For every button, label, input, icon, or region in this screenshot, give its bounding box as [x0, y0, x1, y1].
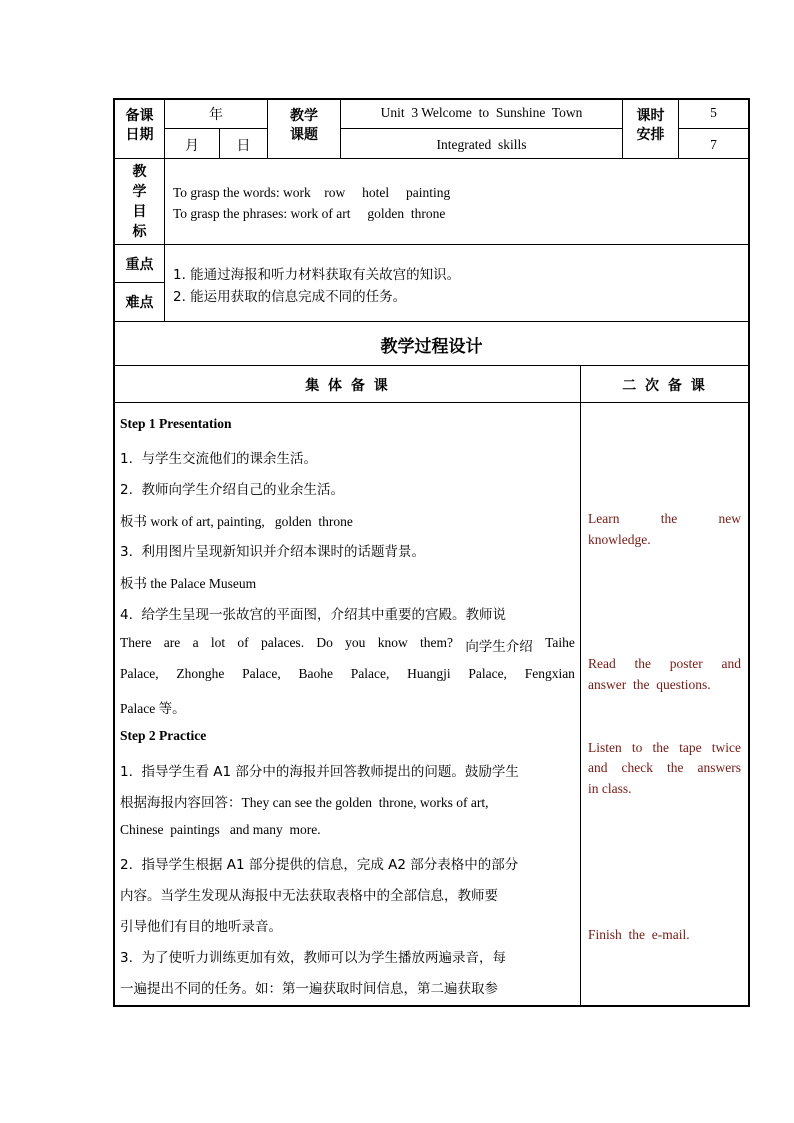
period-label: 课时 安排	[636, 108, 665, 143]
objectives-label: 教 学 目 标	[132, 164, 147, 240]
list-item: 1. 指导学生看 A1 部分中的海报并回答教师提出的问题。鼓励学生	[120, 764, 519, 780]
key-point-1: 1. 能通过海报和听力材料获取有关故宫的知识。	[173, 267, 461, 283]
date-label: 备课 日期	[125, 108, 154, 143]
list-item: There are a lot of palaces. Do you know them? 向学生介绍 Taihe	[120, 635, 575, 655]
list-item: Palace, Zhonghe Palace, Baohe Palace, Huangji Palace, Fengxian	[120, 666, 575, 681]
key-point-2: 2. 能运用获取的信息完成不同的任务。	[173, 289, 407, 305]
list-item: 3. 利用图片呈现新知识并介绍本课时的话题背景。	[120, 544, 425, 560]
note-listen-end: in class.	[588, 781, 632, 796]
list-item: 2. 教师向学生介绍自己的业余生活。	[120, 482, 344, 498]
list-item: 板书 work of art, painting, golden throne	[120, 514, 353, 529]
month-field: 月	[185, 138, 199, 154]
column-header-second-prep: 二 次 备 课	[622, 378, 707, 394]
key-point-label: 重点	[125, 257, 154, 273]
difficult-point-label: 难点	[125, 295, 154, 311]
list-item: 2. 指导学生根据 A1 部分提供的信息，完成 A2 部分表格中的部分	[120, 857, 519, 873]
list-item: 根据海报内容回答：They can see the golden throne, works of art,	[120, 795, 489, 810]
topic-label: 教学 课题	[290, 108, 318, 143]
process-title: 教学过程设计	[380, 337, 483, 357]
unit-title: Unit 3 Welcome to Sunshine Town	[380, 105, 583, 120]
note-learn: Learn the new	[588, 511, 741, 526]
list-item: Chinese paintings and many more.	[120, 822, 321, 837]
note-read-poster-cont: answer the questions.	[588, 677, 711, 692]
column-header-group-prep: 集 体 备 课	[305, 378, 390, 394]
objective-phrases: To grasp the phrases: work of art golden throne	[173, 206, 446, 221]
year-field: 年	[209, 107, 223, 123]
note-listen-cont: and check the answers	[588, 760, 741, 775]
list-item: 一遍提出不同的任务。如：第一遍获取时间信息，第二遍获取参	[120, 981, 498, 997]
step-1-heading: Step 1 Presentation	[120, 416, 232, 431]
note-finish-email: Finish the e-mail.	[588, 927, 690, 942]
period-value-bottom: 7	[710, 137, 717, 152]
period-value-top: 5	[710, 105, 717, 120]
note-listen: Listen to the tape twice	[588, 740, 741, 755]
note-learn-cont: knowledge.	[588, 532, 651, 547]
list-item: 3. 为了使听力训练更加有效，教师可以为学生播放两遍录音，每	[120, 950, 506, 966]
list-item: 4. 给学生呈现一张故宫的平面图，介绍其中重要的宫殿。教师说	[120, 607, 506, 623]
step-2-heading: Step 2 Practice	[120, 728, 207, 743]
list-item: 板书 the Palace Museum	[120, 576, 257, 591]
list-item: 引导他们有目的地听录音。	[120, 919, 282, 935]
note-read-poster: Read the poster and	[588, 656, 741, 671]
list-item: 内容。当学生发现从海报中无法获取表格中的全部信息，教师要	[120, 888, 498, 904]
day-field: 日	[236, 138, 251, 154]
objective-words: To grasp the words: work row hotel painting	[173, 185, 451, 200]
list-item: Palace 等。	[120, 701, 186, 716]
lesson-subtitle: Integrated skills	[436, 137, 527, 152]
list-item: 1. 与学生交流他们的课余生活。	[120, 451, 317, 467]
